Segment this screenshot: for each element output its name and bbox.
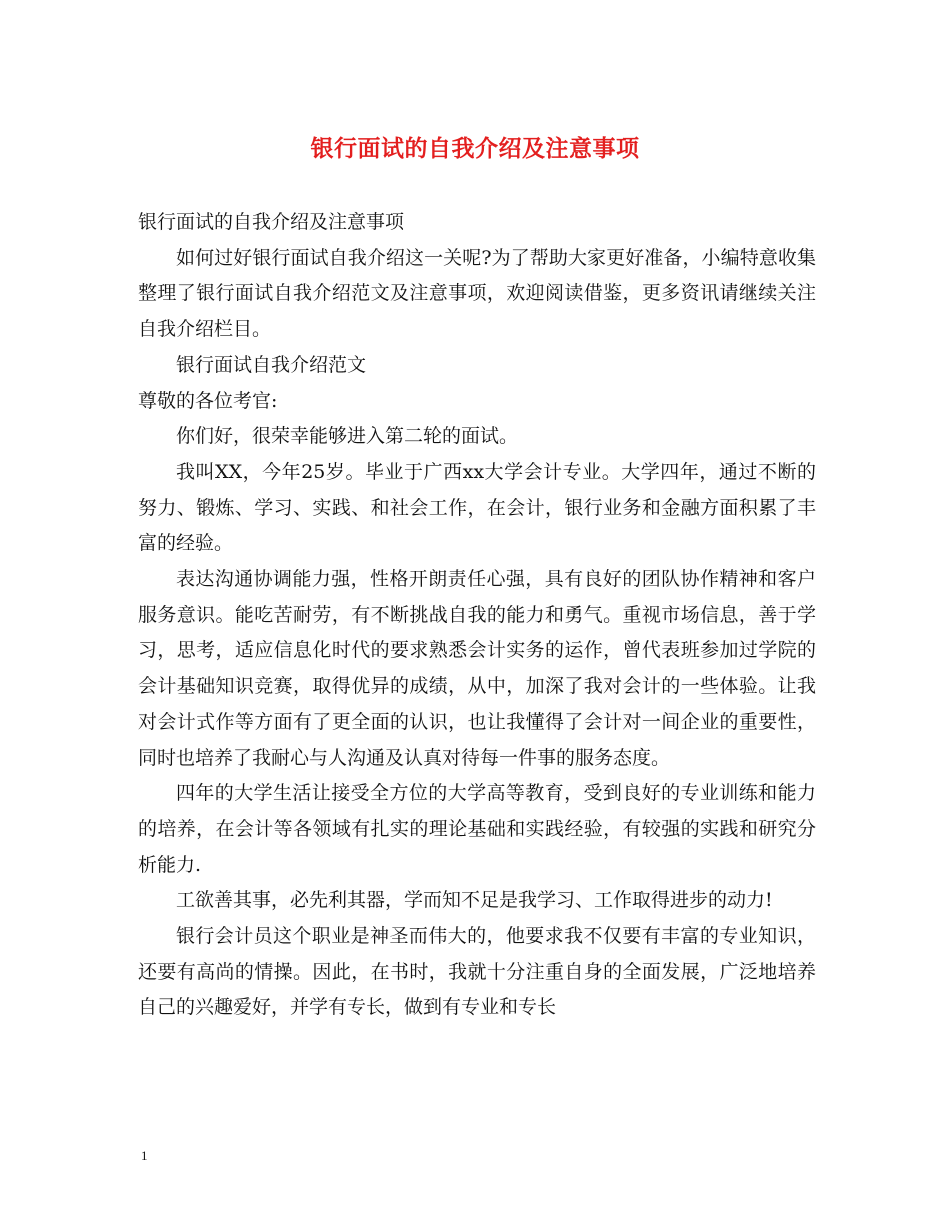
document-body <box>138 205 816 1026</box>
page-number: 1 <box>141 1148 148 1163</box>
paragraph-salutation: 尊敬的各位考官: <box>138 389 278 412</box>
paragraph-profession: 银行会计员这个职业是神圣而伟大的，他要求我不仅要有丰富的专业知识，还要有高尚的情操。因此，在书时，我就十分注重自身的全面发展，广泛地培养自己的兴趣爱好，并学有专长，做到有专业和专长 <box>138 925 816 1019</box>
paragraph-greeting: 你们好，很荣幸能够进入第二轮的面试。 <box>176 425 519 448</box>
paragraph-section-title: 银行面试自我介绍范文 <box>176 353 367 376</box>
paragraph-intro: 如何过好银行面试自我介绍这一关呢?为了帮助大家更好准备，小编特意收集整理了银行面试自我介绍范文及注意事项，欢迎阅读借鉴，更多资讯请继续关注自我介绍栏目。 <box>138 246 816 341</box>
paragraph-abilities: 表达沟通协调能力强，性格开朗责任心强，具有良好的团队协作精神和客户服务意识。能吃苦耐劳，有不断挑战自我的能力和勇气。重视市场信息，善于学习，思考，适应信息化时代的要求熟悉会计实务的运作，曾代表班参加过学院的会计基础知识竞赛，取得优异的成绩，从中，加深了我对会计的一些体验。让我对会计式作等方面有了更全面的认识，也让我懂得了会计对一间企业的重要性，同时也培养了我耐心与人沟通及认真对待每一件事的服务态度。 <box>138 568 816 769</box>
paragraph-heading: 银行面试的自我介绍及注意事项 <box>138 211 405 233</box>
document-title: 银行面试的自我介绍及注意事项 <box>310 135 640 162</box>
paragraph-motto: 工欲善其事，必先利其器，学而知不足是我学习、工作取得进步的动力! <box>176 889 773 912</box>
paragraph-background: 我叫XX，今年25岁。毕业于广西xx大学会计专业。大学四年，通过不断的努力、锻炼、学习、实践、和社会工作，在会计，银行业务和金融方面积累了丰富的经验。 <box>138 460 816 555</box>
paragraph-education: 四年的大学生活让接受全方位的大学高等教育，受到良好的专业训练和能力的培养，在会计等各领域有扎实的理论基础和实践经验，有较强的实践和研究分析能力. <box>138 782 816 876</box>
